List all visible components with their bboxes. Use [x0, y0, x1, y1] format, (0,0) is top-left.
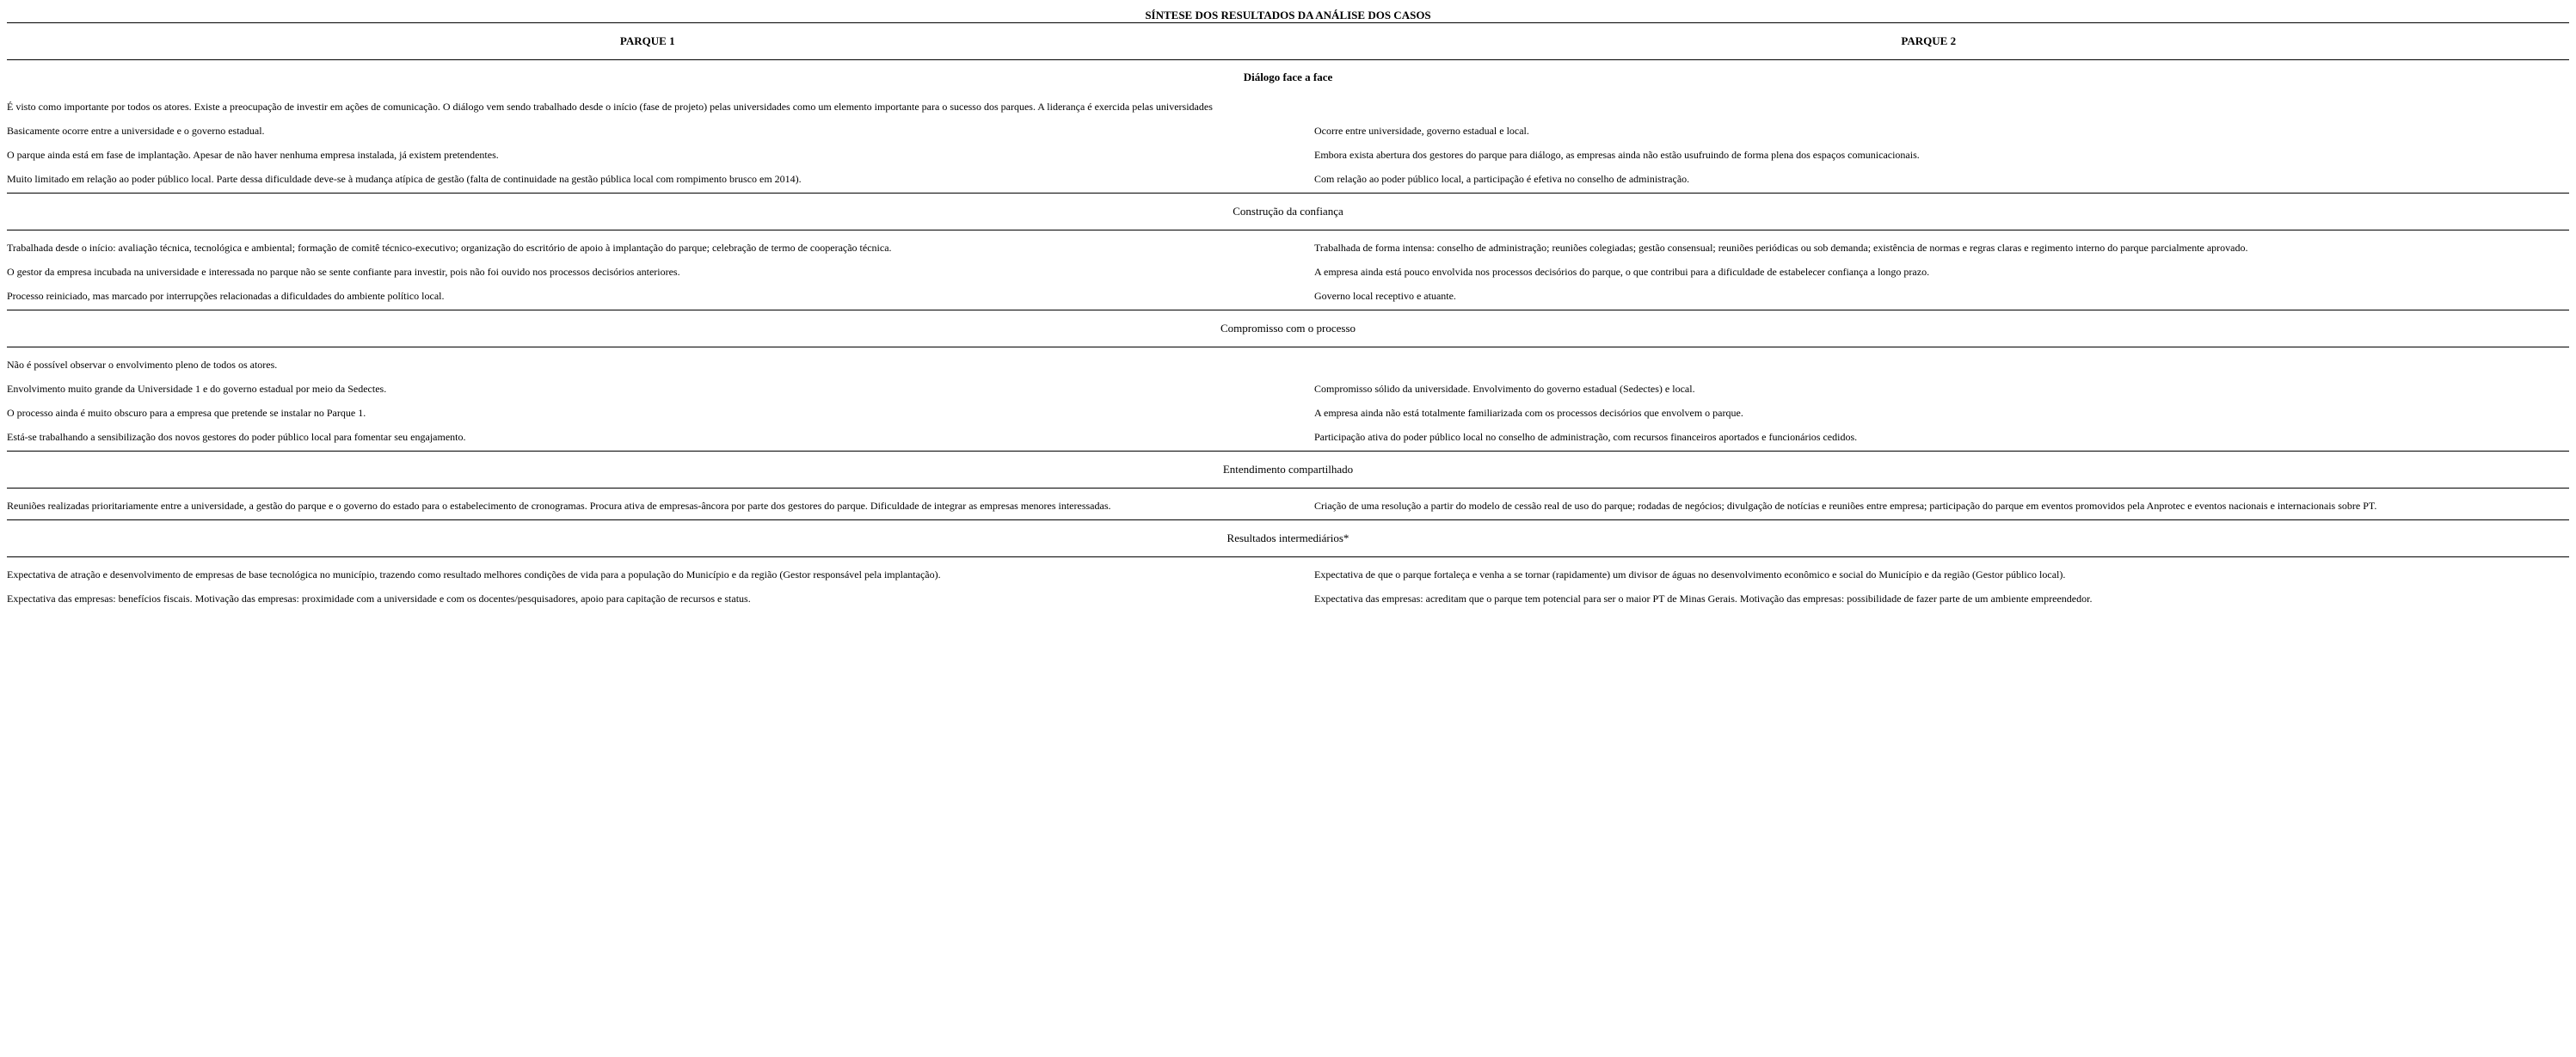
cell-parque-1: Está-se trabalhando a sensibilização dos novos gestores do poder público local para fomentar seu engajamento.: [7, 431, 466, 443]
synthesis-table: [7, 0, 2569, 611]
sections-container: [7, 60, 2569, 611]
cell-parque-1: O parque ainda está em fase de implantação. Apesar de não haver nenhuma empresa instalada, já existem pretendentes.: [7, 149, 499, 161]
table-row: [7, 562, 2569, 587]
cell-parque-1: O gestor da empresa incubada na universidade e interessada no parque não se sente confiante para investir, pois não foi ouvido nos processos decisórios anteriores.: [7, 266, 680, 278]
table-row: [7, 119, 2569, 143]
cell-parque-2: Compromisso sólido da universidade. Envolvimento do governo estadual (Sedectes) e local.: [1314, 383, 1695, 395]
section-heading: Diálogo face a face: [1243, 71, 1333, 83]
cell-parque-2: Expectativa de que o parque fortaleça e venha a se tornar (rapidamente) um divisor de águas no desenvolvimento econômico e social do Município e da região (Gestor público local).: [1314, 568, 2066, 581]
column-header-parque-2: PARQUE 2: [1901, 34, 1957, 47]
section-heading: Entendimento compartilhado: [1222, 463, 1354, 476]
cell-parque-2: Embora exista abertura dos gestores do parque para diálogo, as empresas ainda não estão usufruindo de forma plena dos espaços comunicacionais.: [1314, 149, 1920, 161]
table-row: [7, 284, 2569, 308]
cell-parque-1: Processo reiniciado, mas marcado por interrupções relacionadas a dificuldades do ambiente político local.: [7, 290, 445, 302]
section-heading: Resultados intermediários*: [1227, 532, 1349, 544]
cell-parque-2: A empresa ainda está pouco envolvida nos processos decisórios do parque, o que contribui para a dificuldade de estabelecer confiança a longo prazo.: [1314, 266, 1930, 278]
column-header-row: [7, 23, 2569, 59]
table-row: [7, 167, 2569, 191]
table-row-full-width: [7, 95, 2569, 119]
cell-parque-2: Trabalhada de forma intensa: conselho de administração; reuniões colegiadas; gestão consensual; reuniões periódicas ou sob demanda; existência de normas e regras claras e regimento interno do parque parcialmente aprovado.: [1314, 242, 2248, 254]
cell-parque-1: O processo ainda é muito obscuro para a empresa que pretende se instalar no Parque 1.: [7, 407, 366, 419]
table-row-full-width: [7, 353, 2569, 377]
cell-parque-2: Criação de uma resolução a partir do modelo de cessão real de uso do parque; rodadas de negócios; divulgação de notícias e reuniões entre empresa; participação do parque em eventos promovidos pela Anprotec e eventos nacionais e internacionais sobre PT.: [1314, 500, 2377, 512]
cell-parque-1: Muito limitado em relação ao poder público local. Parte dessa dificuldade deve-se à mudança atípica de gestão (falta de continuidade na gestão pública local com rompimento brusco em 2014).: [7, 173, 802, 185]
section-heading: Compromisso com o processo: [1220, 322, 1356, 335]
cell-parque-2: A empresa ainda não está totalmente familiarizada com os processos decisórios que envolvem o parque.: [1314, 407, 1743, 419]
cell-parque-1: Expectativa de atração e desenvolvimento de empresas de base tecnológica no município, trazendo como resultado melhores condições de vida para a população do Município e da região (Gestor responsável pela implantação).: [7, 568, 941, 581]
table-row: [7, 377, 2569, 401]
cell-parque-1: Trabalhada desde o início: avaliação técnica, tecnológica e ambiental; formação de comitê técnico-executivo; organização do escritório de apoio à implantação do parque; celebração de termo de cooperação técnica.: [7, 242, 892, 254]
section-heading: Construção da confiança: [1233, 205, 1343, 218]
cell-parque-1: Reuniões realizadas prioritariamente entre a universidade, a gestão do parque e o governo do estado para o estabelecimento de cronogramas. Procura ativa de empresas-âncora por parte dos gestores do parque. Dificuldade de integrar as empresas menores interessadas.: [7, 500, 1111, 512]
cell-parque-2: Expectativa das empresas: acreditam que o parque tem potencial para ser o maior PT de Minas Gerais. Motivação das empresas: possibilidade de fazer parte de um ambiente empreendedor.: [1314, 593, 2093, 605]
shared-cell: É visto como importante por todos os atores. Existe a preocupação de investir em ações de comunicação. O diálogo vem sendo trabalhado desde o início (fase de projeto) pelas universidades como um elemento importante para o sucesso dos parques. A liderança é exercida pelas universidades: [7, 101, 1213, 113]
table-row: [7, 401, 2569, 425]
cell-parque-2: Governo local receptivo e atuante.: [1314, 290, 1456, 302]
cell-parque-1: Envolvimento muito grande da Universidade 1 e do governo estadual por meio da Sedectes.: [7, 383, 387, 395]
table-row: [7, 236, 2569, 260]
cell-parque-2: Ocorre entre universidade, governo estadual e local.: [1314, 125, 1529, 137]
table-row: [7, 587, 2569, 611]
cell-parque-1: Expectativa das empresas: benefícios fiscais. Motivação das empresas: proximidade com a universidade e com os docentes/pesquisadores, apoio para capitação de recursos e status.: [7, 593, 751, 605]
table-title: SÍNTESE DOS RESULTADOS DA ANÁLISE DOS CASOS: [1145, 9, 1431, 22]
table-row: [7, 260, 2569, 284]
column-header-parque-1: PARQUE 1: [619, 34, 675, 47]
table-row: [7, 425, 2569, 449]
table-row: [7, 143, 2569, 167]
cell-parque-2: Participação ativa do poder público local no conselho de administração, com recursos financeiros aportados e funcionários cedidos.: [1314, 431, 1858, 443]
cell-parque-1: Basicamente ocorre entre a universidade e o governo estadual.: [7, 125, 265, 137]
shared-cell: Não é possível observar o envolvimento pleno de todos os atores.: [7, 359, 278, 371]
cell-parque-2: Com relação ao poder público local, a participação é efetiva no conselho de administração.: [1314, 173, 1690, 185]
table-row: [7, 494, 2569, 518]
